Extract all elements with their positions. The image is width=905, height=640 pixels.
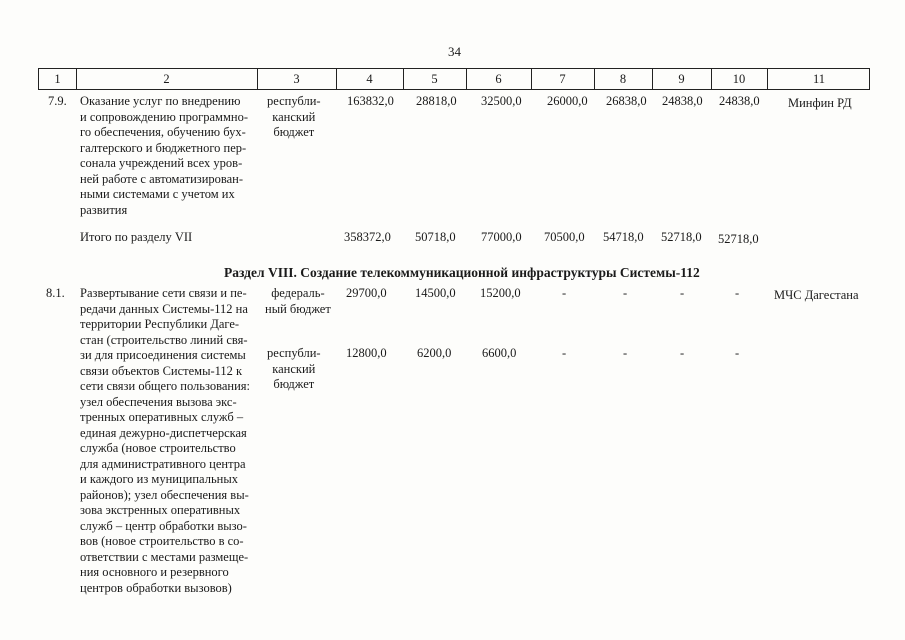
- row-8-1-republic-col8: -: [623, 346, 628, 360]
- row-8-1-funding-source-federal: федераль- ный бюджет: [265, 286, 331, 316]
- row-7-9-value-col8: 26838,0: [606, 94, 647, 108]
- row-7-9-value-col9: 24838,0: [662, 94, 703, 108]
- row-8-1-republic-col7: -: [562, 346, 567, 360]
- row-7-9-executor: Минфин РД: [788, 96, 852, 110]
- row-7-9-value-col7: 26000,0: [547, 94, 588, 108]
- page-number: 34: [448, 44, 461, 59]
- column-header-1: 1: [54, 72, 61, 86]
- column-header-3: 3: [293, 72, 300, 86]
- row-7-9-value-col10: 24838,0: [719, 94, 760, 108]
- row-8-1-federal-col9: -: [680, 286, 685, 300]
- row-8-1-republic-col4: 12800,0: [346, 346, 387, 360]
- row-8-1-republic-col9: -: [680, 346, 685, 360]
- row-8-1-republic-col6: 6600,0: [482, 346, 517, 360]
- column-header-10: 10: [732, 72, 746, 86]
- row-8-1-federal-col8: -: [623, 286, 628, 300]
- row-7-9-description: Оказание услуг по внедрению и сопровождению программно- го обеспечения, обучению бух- галтерского и бюджетного пер- сонала учреждений всех уров- ней работе с автоматизирован- ными системами с учетом их развития: [80, 94, 248, 217]
- total-vii-value-col8: 54718,0: [603, 230, 644, 244]
- total-vii-value-col4: 358372,0: [344, 230, 391, 244]
- column-header-8: 8: [619, 72, 627, 86]
- row-7-9-value-col5: 28818,0: [416, 94, 457, 108]
- total-vii-value-col6: 77000,0: [481, 230, 522, 244]
- column-header-11: 11: [812, 72, 826, 86]
- total-vii-value-col7: 70500,0: [544, 230, 585, 244]
- column-header-4: 4: [366, 72, 373, 86]
- column-header-7: 7: [559, 72, 566, 86]
- row-8-1-funding-source-republic: республи- канский бюджет: [267, 346, 321, 391]
- row-8-1-federal-col5: 14500,0: [415, 286, 456, 300]
- row-8-1-republic-col5: 6200,0: [417, 346, 452, 360]
- row-8-1-description: Развертывание сети связи и пе- редачи данных Системы-112 на территории Республики Даге- стан (строительство линий свя- зи для присоединения системы связи объектов Системы-112 к сети связи общего пользования: узел обеспечения вызова экс- тренных оперативных служб – единая дежурно-диспетчерская служба (новое строительство для административного центра и каждого из муниципальных районов); узел обеспечения вы- зова экстренных оперативных служб – центр обработки вызо- вов (новое строительство в со- ответствии с местами размеще- ния основного и резервного центров обработки вызовов): [80, 286, 251, 595]
- column-header-5: 5: [431, 72, 438, 86]
- table-header-row: [38, 68, 870, 90]
- row-7-9-value-col6: 32500,0: [481, 94, 522, 108]
- row-7-9-funding-source: республи- канский бюджет: [267, 94, 321, 139]
- total-vii-value-col5: 50718,0: [415, 230, 456, 244]
- column-header-9: 9: [678, 72, 685, 86]
- row-8-1-federal-col4: 29700,0: [346, 286, 387, 300]
- row-8-1-executor: МЧС Дагестана: [774, 288, 859, 302]
- row-8-1-federal-col6: 15200,0: [480, 286, 521, 300]
- row-8-1-federal-col7: -: [562, 286, 567, 300]
- total-section-vii-label: Итого по разделу VII: [80, 230, 193, 244]
- row-8-1-federal-col10: -: [735, 286, 740, 300]
- row-7-9-value-col4: 163832,0: [347, 94, 394, 108]
- row-8-1-number: 8.1.: [46, 286, 65, 300]
- column-header-2: 2: [163, 72, 170, 86]
- total-vii-value-col9: 52718,0: [661, 230, 702, 244]
- section-viii-title: Раздел VIII. Создание телекоммуникационной инфраструктуры Системы-112: [224, 265, 700, 280]
- row-7-9-number: 7.9.: [48, 94, 67, 108]
- column-header-6: 6: [495, 72, 502, 86]
- row-8-1-republic-col10: -: [735, 346, 740, 360]
- total-vii-value-col10: 52718,0: [718, 232, 759, 246]
